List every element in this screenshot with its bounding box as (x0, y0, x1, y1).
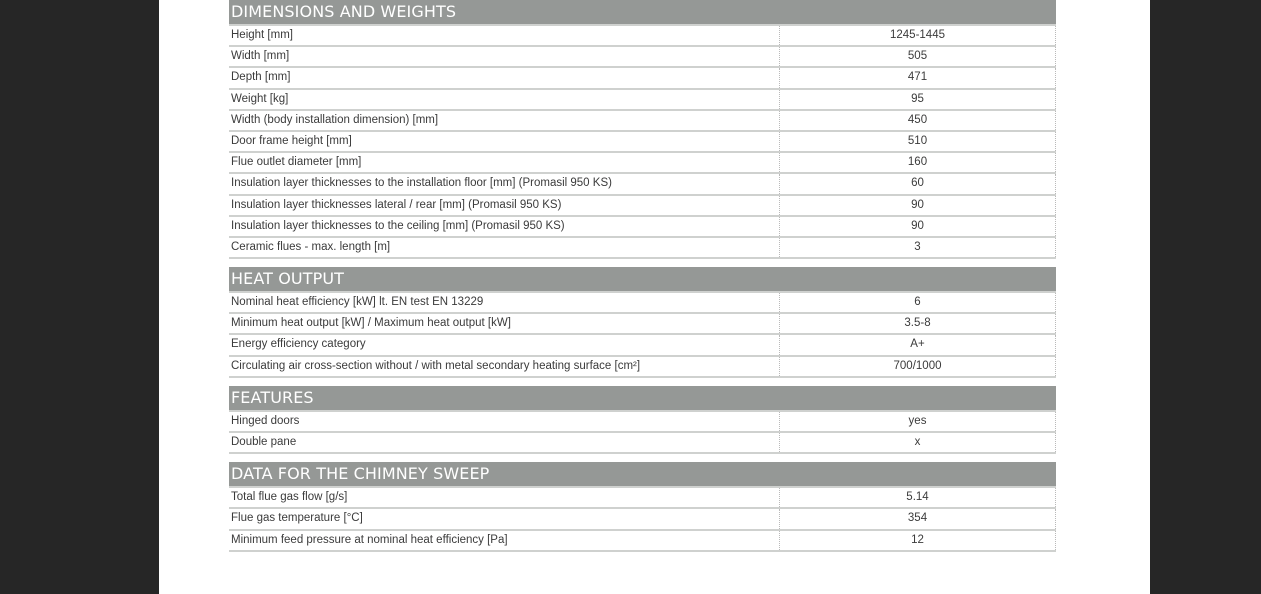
section-header: DIMENSIONS AND WEIGHTS (229, 0, 1056, 24)
row-label: Total flue gas flow [g/s] (229, 488, 780, 507)
section-rows (229, 24, 1056, 259)
table-row (229, 486, 1056, 507)
row-label: Insulation layer thicknesses to the installation floor [mm] (Promasil 950 KS) (229, 174, 780, 193)
row-label: Double pane (229, 433, 780, 452)
row-value: 5.14 (780, 488, 1056, 507)
spec-section (229, 0, 1056, 259)
table-row (229, 431, 1056, 454)
table-row (229, 507, 1056, 528)
spec-table (229, 0, 1056, 560)
row-label: Hinged doors (229, 412, 780, 431)
table-row (229, 355, 1056, 378)
row-label: Width [mm] (229, 47, 780, 66)
row-value: 3.5-8 (780, 314, 1056, 333)
row-label: Minimum heat output [kW] / Maximum heat output [kW] (229, 314, 780, 333)
section-header: DATA FOR THE CHIMNEY SWEEP (229, 462, 1056, 486)
table-row (229, 88, 1056, 109)
row-label: Insulation layer thicknesses to the ceiling [mm] (Promasil 950 KS) (229, 217, 780, 236)
row-value: 3 (780, 238, 1056, 257)
row-value: 90 (780, 196, 1056, 215)
table-row (229, 215, 1056, 236)
row-label: Energy efficiency category (229, 335, 780, 354)
table-row (229, 172, 1056, 193)
table-row (229, 24, 1056, 45)
row-label: Minimum feed pressure at nominal heat efficiency [Pa] (229, 531, 780, 550)
row-value: 6 (780, 293, 1056, 312)
row-label: Ceramic flues - max. length [m] (229, 238, 780, 257)
row-value: 505 (780, 47, 1056, 66)
table-row (229, 194, 1056, 215)
spec-section (229, 267, 1056, 378)
row-label: Flue gas temperature [°C] (229, 509, 780, 528)
row-value: 160 (780, 153, 1056, 172)
row-value: 1245-1445 (780, 26, 1056, 45)
row-value: 90 (780, 217, 1056, 236)
row-label: Weight [kg] (229, 90, 780, 109)
row-label: Circulating air cross-section without / with metal secondary heating surface [cm²] (229, 357, 780, 376)
row-value: 450 (780, 111, 1056, 130)
spec-section (229, 386, 1056, 454)
row-value: 12 (780, 531, 1056, 550)
table-row (229, 333, 1056, 354)
row-value: 60 (780, 174, 1056, 193)
row-value: yes (780, 412, 1056, 431)
row-value: x (780, 433, 1056, 452)
document-page (159, 0, 1150, 594)
section-rows (229, 486, 1056, 552)
section-header: HEAT OUTPUT (229, 267, 1056, 291)
table-row (229, 529, 1056, 552)
table-row (229, 312, 1056, 333)
table-row (229, 66, 1056, 87)
section-rows (229, 291, 1056, 378)
row-label: Width (body installation dimension) [mm] (229, 111, 780, 130)
row-label: Depth [mm] (229, 68, 780, 87)
table-row (229, 109, 1056, 130)
spec-section (229, 462, 1056, 552)
section-rows (229, 410, 1056, 454)
section-header: FEATURES (229, 386, 1056, 410)
row-value: 95 (780, 90, 1056, 109)
row-label: Nominal heat efficiency [kW] lt. EN test EN 13229 (229, 293, 780, 312)
row-value: 700/1000 (780, 357, 1056, 376)
row-label: Height [mm] (229, 26, 780, 45)
row-label: Flue outlet diameter [mm] (229, 153, 780, 172)
table-row (229, 151, 1056, 172)
table-row (229, 45, 1056, 66)
table-row (229, 410, 1056, 431)
row-value: 510 (780, 132, 1056, 151)
row-label: Door frame height [mm] (229, 132, 780, 151)
table-row (229, 236, 1056, 259)
row-label: Insulation layer thicknesses lateral / rear [mm] (Promasil 950 KS) (229, 196, 780, 215)
row-value: A+ (780, 335, 1056, 354)
table-row (229, 291, 1056, 312)
table-row (229, 130, 1056, 151)
row-value: 471 (780, 68, 1056, 87)
row-value: 354 (780, 509, 1056, 528)
